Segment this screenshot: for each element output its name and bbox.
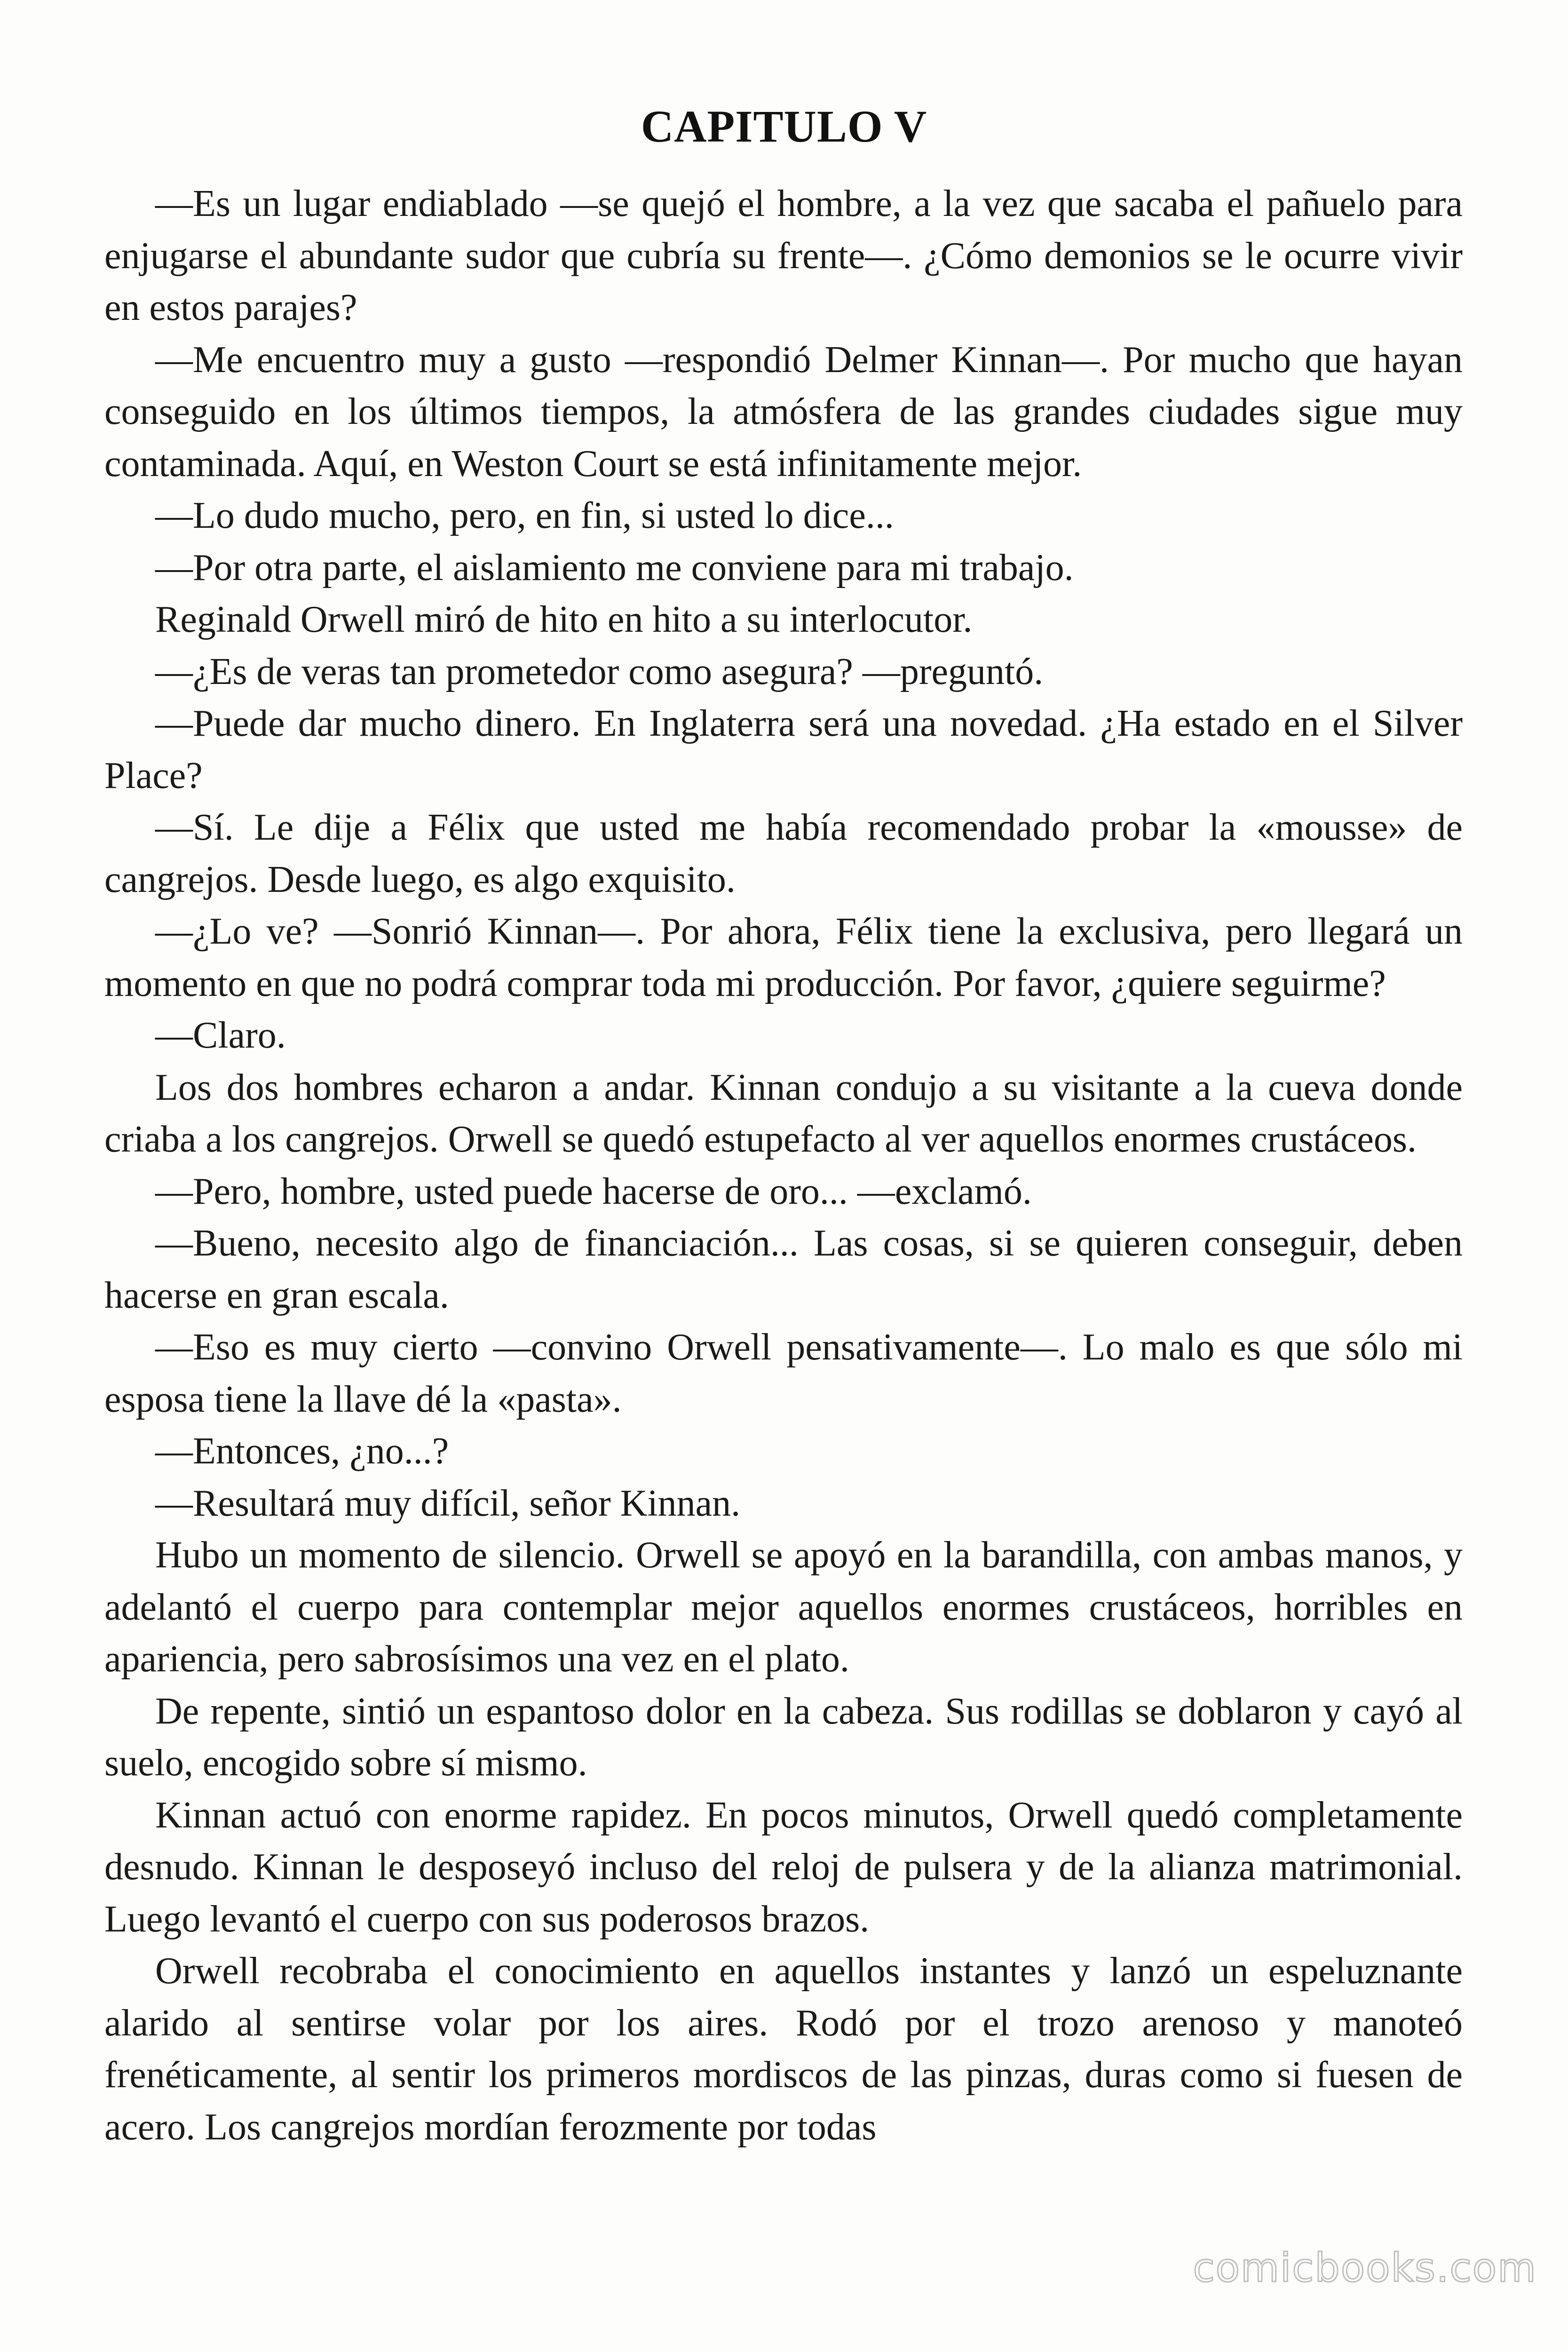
paragraph: —Me encuentro muy a gusto —respondió Delmer Kinnan—. Por mucho que hayan conseguido en los últimos tiempos, la atmósfera de las grandes ciudades sigue muy contaminada. Aquí, en Weston Court se está infinitamente mejor. bbox=[104, 339, 1463, 485]
paragraph: —Bueno, necesito algo de financiación... Las cosas, si se quieren conseguir, deben hacerse en gran escala. bbox=[104, 1223, 1463, 1316]
paragraph: Kinnan actuó con enorme rapidez. En pocos minutos, Orwell quedó completamente desnudo. Kinnan le desposeyó incluso del reloj de pulsera y de la alianza matrimonial. Luego levantó el cuerpo con sus poderosos brazos. bbox=[104, 1794, 1463, 1940]
paragraph: Los dos hombres echaron a andar. Kinnan condujo a su visitante a la cueva donde criaba a los cangrejos. Orwell se quedó estupefacto al ver aquellos enormes crustáceos. bbox=[104, 1066, 1463, 1160]
paragraph: Orwell recobraba el conocimiento en aquellos instantes y lanzó un espeluznante alarido al sentirse volar por los aires. Rodó por el trozo arenoso y manoteó frenéticamente, al sentir los primeros mordiscos de las pinzas, duras como si fuesen de acero. Los cangrejos mordían ferozmente por todas bbox=[104, 1950, 1463, 2148]
paragraph: —Eso es muy cierto —convino Orwell pensativamente—. Lo malo es que sólo mi esposa tiene la llave dé la «pasta». bbox=[104, 1327, 1463, 1420]
paragraph: —Resultará muy difícil, señor Kinnan. bbox=[155, 1482, 741, 1524]
watermark-logo: comicbooks.com bbox=[1193, 2245, 1537, 2291]
paragraph: —Claro. bbox=[155, 1015, 286, 1056]
paragraph: —Sí. Le dije a Félix que usted me había recomendado probar la «mousse» de cangrejos. Desde luego, es algo exquisito. bbox=[104, 807, 1463, 900]
chapter-title: CAPITULO V bbox=[641, 101, 927, 152]
paragraph: —¿Lo ve? —Sonrió Kinnan—. Por ahora, Félix tiene la exclusiva, pero llegará un momento en que no podrá comprar toda mi producción. Por favor, ¿quiere seguirme? bbox=[104, 911, 1463, 1004]
paragraph: —Pero, hombre, usted puede hacerse de oro... —exclamó. bbox=[155, 1170, 1032, 1212]
paragraph: De repente, sintió un espantoso dolor en la cabeza. Sus rodillas se doblaron y cayó al suelo, encogido sobre sí mismo. bbox=[104, 1690, 1463, 1784]
paragraph: —¿Es de veras tan prometedor como asegura? —preguntó. bbox=[155, 651, 1044, 692]
paragraph: —Por otra parte, el aislamiento me conviene para mi trabajo. bbox=[155, 547, 1074, 588]
paragraph: —Entonces, ¿no...? bbox=[155, 1430, 449, 1472]
paragraph: Reginald Orwell miró de hito en hito a su interlocutor. bbox=[155, 599, 973, 640]
paragraph: —Es un lugar endiablado —se quejó el hombre, a la vez que sacaba el pañuelo para enjugarse el abundante sudor que cubría su frente—. ¿Cómo demonios se le ocurre vivir en estos parajes? bbox=[104, 183, 1463, 328]
paragraph: —Puede dar mucho dinero. En Inglaterra será una novedad. ¿Ha estado en el Silver Place? bbox=[104, 703, 1463, 796]
paragraph: —Lo dudo mucho, pero, en fin, si usted lo dice... bbox=[155, 495, 894, 536]
paragraph: Hubo un momento de silencio. Orwell se apoyó en la barandilla, con ambas manos, y adelantó el cuerpo para contemplar mejor aquellos enormes crustáceos, horribles en apariencia, pero sabrosísimos una vez en el plato. bbox=[104, 1534, 1463, 1680]
chapter-body bbox=[104, 178, 1463, 2153]
